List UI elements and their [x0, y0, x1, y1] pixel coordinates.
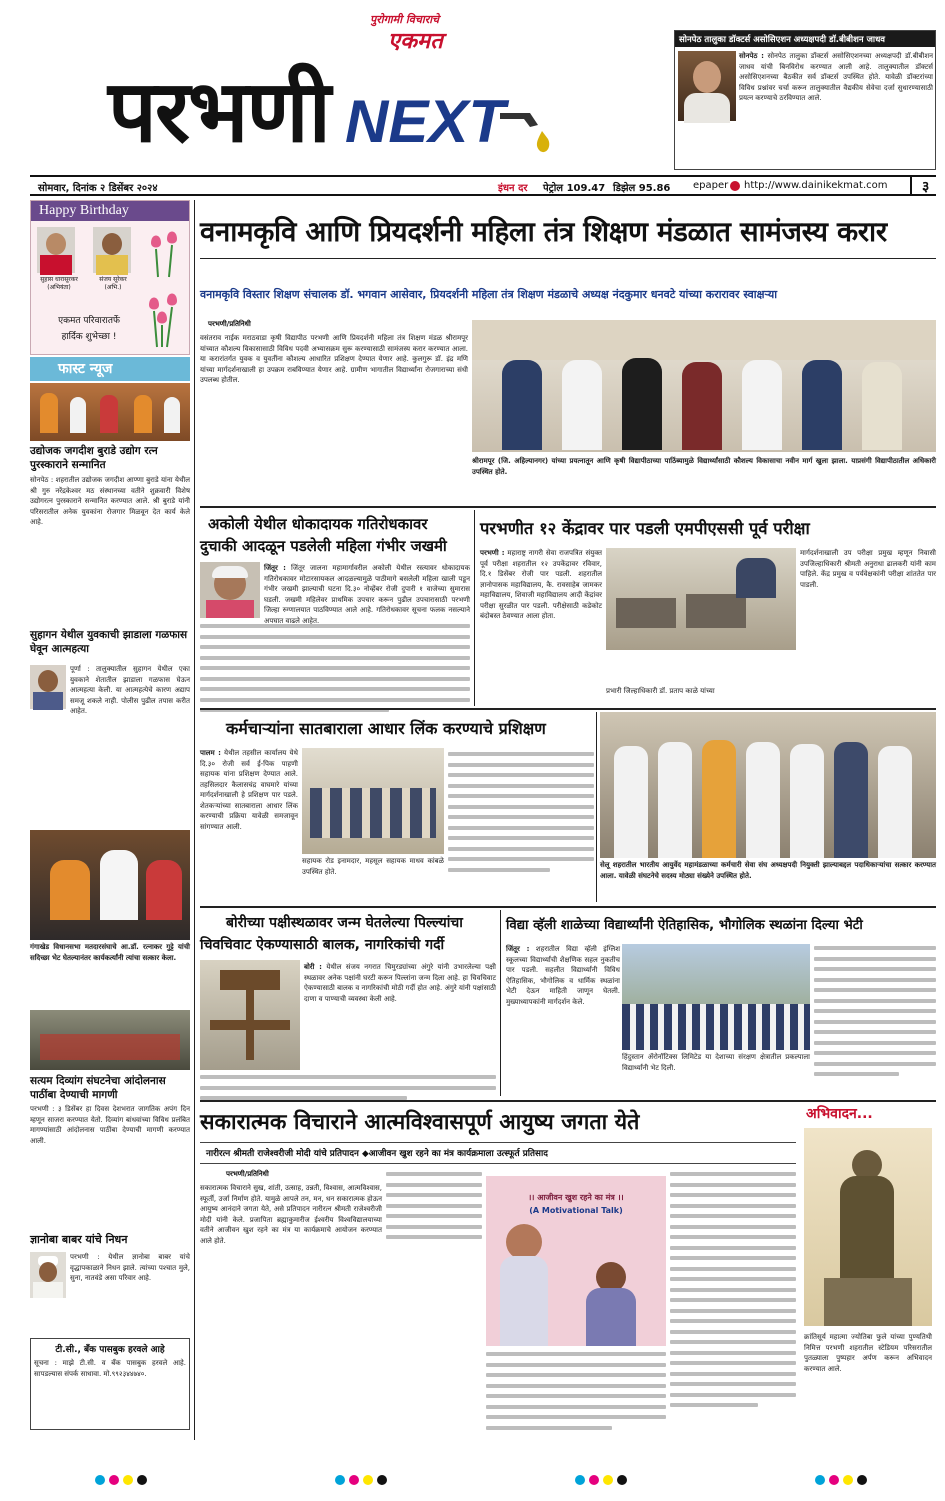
- brand-logo: एकमत: [388, 29, 443, 54]
- birthday-title: Happy Birthday: [31, 201, 189, 221]
- vidya-place: जिंतूर :: [506, 945, 530, 953]
- column-divider: [194, 200, 195, 1440]
- birthday-name-2: संजय सूरेकर: [99, 276, 127, 283]
- birthday-name-1: सुहास धारासूरकर: [40, 276, 78, 283]
- lost-notice-body: सूचना : माझे टी.सी. व बँक पासबुक हरवले आहे. सापडल्यास संपर्क साधावा. मो.९९२३४४७४०.: [34, 1359, 186, 1378]
- tribute-title: अभिवादन...: [806, 1106, 873, 1122]
- flower-icon: [143, 293, 187, 349]
- divyang-protest-photo: [30, 1010, 190, 1070]
- fast-news-body-4: परभणी : येथील ज्ञानोबा बाबर यांचे वृद्धापकाळाने निधन झाले. त्यांच्या पश्चात मुले, सुना, नातवंडे असा परिवार आहे.: [70, 1253, 190, 1282]
- ayurved-caption: सेलू शहरातील भारतीय आयुर्वेद महामंडळाच्या कर्मचारी सेवा संघ अध्यक्षपदी नियुक्ती झाल्याबद्दल पदाधिकाऱ्यांचा सत्कार करण्यात आला. यावेळी संघटनेचे सदस्य मोठ्या संख्येने उपस्थित होते.: [600, 861, 936, 880]
- phule-statue-photo: [804, 1128, 932, 1326]
- aadhar-ayurved-divider: [596, 712, 597, 902]
- main-subhead: वनामकृवि विस्तार शिक्षण संचालक डॉ. भगवान आसेवार, प्रियदर्शनी महिला तंत्र शिक्षण मंडळाचे अध्यक्ष नंदकुमार धनवटे यांच्या करारावर स्वाक्षऱ्या: [200, 288, 778, 301]
- mpsc-credit: प्रभारी जिल्हाधिकारी डॉ. प्रताप काळे यांच्या: [606, 687, 715, 695]
- positive-subhead: नारीरत्न श्रीमती राजेश्वरीजी मोदी यांचे प्रतिपादन ◆आजीवन खुश रहने का मंत्र कार्यक्रमाला उत्स्फूर्त प्रतिसाद: [206, 1149, 548, 1159]
- fast-news-headline-2: [30, 628, 190, 656]
- rule-2: [200, 506, 936, 508]
- mpsc-text: महाराष्ट्र नागरी सेवा राजपत्रित संयुक्त पूर्व परीक्षा शहरातील १२ उपकेंद्रावर रविवार, दि.१ डिसेंबर रोजी पार पडली. शहरातील ज्ञानोपासक महाविद्यालय, कै. रावसाहेब जामकर महाविद्यालय, शिवाजी महाविद्यालय आदी केंद्रांवर परीक्षा सुरळीत पार पडली. परीक्षेसाठी कडेकोट बंदोबस्त ठेवण्यात आला होता.: [480, 549, 602, 620]
- birds-vidya-divider: [500, 910, 501, 1096]
- main-headline: वनामकृवि आणि प्रियदर्शनी महिला तंत्र शिक्षण मंडळात सामंजस्य करार: [200, 216, 887, 248]
- birthday-wish-1: एकमत परिवारातर्फे: [58, 316, 120, 326]
- epaper-label: epaper: [693, 180, 729, 191]
- tribute-box: [800, 1100, 936, 1435]
- fuel-nozzle-icon: [490, 95, 560, 165]
- main-byline: परभणी/प्रतिनिधी: [208, 320, 251, 328]
- banner-title: ।। आजीवन खुश रहने का मंत्र ।।: [528, 1193, 624, 1202]
- mou-signing-photo: [472, 320, 936, 452]
- positive-body: सकारात्मक विचाराने सुख, शांती, उत्साह, उन्नती, विश्वास, आत्मविश्वास, स्फूर्ती, उर्जा निर्माण होते. यामुळे आपले तन, मन, धन सकारात्मक होऊन आयुष्य आनंदाने जगता येते, असे प्रतिपादन नारीरत्न श्रीमती राजेश्वरीजी मोदी यांनी केले. प्रजापिता ब्रह्माकुमारीज ईश्वरीय विश्वविद्यालयाच्या वतीने आजीवन खुश रहने का मंत्र या कार्यक्रमाचे आयोजन करण्यात आले होते.: [200, 1184, 382, 1245]
- positive-headline: सकारात्मक विचाराने आत्मविश्वासपूर्ण आयुष्य जगता येते: [200, 1110, 640, 1135]
- masthead-next: NEXT: [345, 88, 506, 155]
- fast-news-headline-4: ज्ञानोबा बाबर यांचे निधन: [30, 1233, 128, 1246]
- fast-news-headline-2-text: सुहागन येथील युवकाची झाडाला गळफास घेवून आत्महत्या: [30, 629, 188, 655]
- birthday-role-2: (अभि.): [104, 284, 122, 291]
- akola-headline-2: दुचाकी आदळून पडलेली महिला गंभीर जखमी: [200, 537, 447, 555]
- positive-subhead-bar: [200, 1142, 796, 1164]
- lost-notice: [30, 1338, 190, 1430]
- positive-body-col3: [486, 1352, 666, 1436]
- masthead: [0, 0, 945, 175]
- fast-news-body-2: पूर्णा : तालुक्यातील सुहागन येथील एका युवकाने शेतातील झाडाला गळफास घेऊन आत्महत्या केली. या आत्महत्येचे कारण अद्याप समजू शकले नाही. पोलीस पुढील तपास करीत आहेत.: [70, 665, 190, 715]
- vidya-text: शहरातील विद्या व्हॅली इंग्लिश स्कूलच्या विद्यार्थ्यांची शैक्षणिक सहल नुकतीच पार पडली. सहलीत विद्यार्थ्यांनी विविध ऐतिहासिक, भौगोलिक व धार्मिक स्थळांना भेटी देऊन माहिती जाणून घेतली. मुख्याध्यापकांनी मार्गदर्शन केले.: [506, 945, 620, 1006]
- felicitation-photo: [600, 712, 936, 858]
- fast-news-headline-1-text: उद्योजक जगदीश बुराडे उद्योग रत्न पुरस्काराने सन्मानित: [30, 445, 158, 471]
- fast-news-photo-1: [30, 383, 190, 441]
- mpsc-caption: मार्गदर्शनाखाली उप परीक्षा प्रमुख म्हणून निवासी उपजिल्हाधिकारी श्रीमती अनुराधा ढालकरी यांनी काम पाहिले. केंद्र प्रमुख व पर्यवेक्षकांनी परीक्षा शांततेत पार पाडली.: [800, 549, 936, 589]
- fast-news-headline-3-text: सत्यम दिव्यांग संघटनेचा आंदोलनास पाठींबा देण्याची मागणी: [30, 1075, 166, 1101]
- top-right-headline: सोनपेठ तालुका डॉक्टर्स असोसिएशन अध्यक्षपदी डॉ.बीबीशन जाधव: [675, 31, 935, 47]
- akola-place: जिंतूर :: [264, 564, 286, 572]
- aadhar-place: पालम :: [200, 749, 221, 757]
- birthday-photo-2: [93, 227, 131, 273]
- gutte-meeting-photo: [30, 830, 190, 940]
- vidya-body: [506, 944, 620, 1094]
- aadhar-body: [200, 748, 298, 892]
- tribute-body: क्रांतिसूर्य महात्मा ज्योतिबा फुले यांच्या पुण्यतिथी निमित्त परभणी शहरातील स्टेडियम परिसरातील पुतळ्याला पुष्पहार अर्पण करून अभिवादन करण्यात आले.: [804, 1333, 932, 1373]
- epaper-icon: [730, 181, 740, 191]
- victim-portrait: [30, 665, 66, 709]
- motivational-talk-photo: [486, 1176, 666, 1346]
- top-right-news: [674, 30, 936, 170]
- birds-body: [304, 962, 496, 1072]
- akola-body: [264, 563, 470, 625]
- birds-text: येथील संजय नगरात चिमुरड्यांच्या अंगुरे यांनी उभारलेल्या पक्षी स्थळावर अनेक पक्षांनी घरटी करून पिल्लांना जन्म दिला आहे. हा चिवचिवाट ऐकण्यासाठी बालक व नागरिकांची मोठी गर्दी होत आहे. अंगुरे यांनी पक्षांसाठी दाणा व पाण्याची व्यवस्था केली आहे.: [304, 963, 496, 1003]
- positive-byline: परभणी/प्रतिनिधी: [226, 1170, 269, 1178]
- doctor-portrait: [678, 51, 736, 121]
- registration-marks: [90, 1470, 870, 1490]
- aadhar-headline: कर्मचाऱ्यांना सातबाराला आधार लिंक करण्याचे प्रशिक्षण: [226, 719, 546, 738]
- top-right-text: सोनपेठ तालुका डॉक्टर्स असोसिएशनच्या अध्यक्षपदी डॉ.बीबीशन जाधव यांची बिनविरोध करण्यात आली आहे. तालुक्यातील डॉक्टर्स असोसिएशनच्या बैठकीत सर्व डॉक्टर्स उपस्थित होते. यावेळी डॉक्टरांच्या विविध प्रश्नांवर चर्चा करून तालुक्यातील वैद्यकीय सेवेचा दर्जा सुधारण्यासाठी प्रयत्न करण्याचे ठरविण्यात आले.: [739, 52, 933, 102]
- fuel-label: इंधन दर: [498, 183, 528, 194]
- birds-headline-2: चिवचिवाट ऐकण्यासाठी बालक, नागरिकांची गर्दी: [200, 937, 445, 953]
- fast-news-body-3: परभणी : ३ डिसेंबर हा दिवस देशभरात जागतिक अपंग दिन म्हणून साजरा करण्यात येतो. दिव्यांग बांधवांच्या विविध प्रलंबित मागण्यांसाठी आंदोलनास पाठींबा देण्याची मागणी करण्यात आली.: [30, 1105, 190, 1145]
- birds-headline-1: बोरीच्या पक्षीस्थळावर जन्म घेतलेल्या पिल्ल्यांचा: [226, 915, 463, 931]
- positive-body-col4: [670, 1172, 796, 1414]
- top-right-body: [739, 51, 933, 167]
- positive-body-col2: [386, 1172, 482, 1246]
- page-number: ३: [910, 177, 929, 196]
- students-trip-photo: [622, 944, 810, 1050]
- birthday-box: [30, 200, 190, 355]
- obituary-portrait: [30, 1252, 66, 1298]
- birds-place: बोरी :: [304, 963, 322, 971]
- main-body: वसंतराव नाईक मराठवाडा कृषी विद्यापीठ परभणी आणि प्रियदर्शनी महिला तंत्र शिक्षण मंडळ श्रीरामपूर यांच्यात कौशल्य विकासासाठी विविध पदवी अभ्यासक्रम सुरू करण्यासाठी सामंजस्य करार करण्यात आला. या करारांतर्गत युवक व युवतींना कौशल्य आधारित प्रशिक्षण देण्यात येणार आहे. कुलगुरू डॉ. इंद्र मणि यांच्या मार्गदर्शनाखाली हा उपक्रम राबविण्यात येणार आहे. ग्रामीण भागातील विद्यार्थ्यांना रोजगाराच्या संधी उपलब्ध होतील.: [200, 334, 468, 384]
- issue-date: सोमवार, दिनांक २ डिसेंबर २०२४: [38, 183, 158, 194]
- vidya-body-more: [814, 946, 936, 1083]
- aadhar-text: येथील तहसील कार्यालय येथे दि.३० रोजी सर्व ई-पिक पाहणी सहायक यांना प्रशिक्षण देण्यात आले. तहसिलदार कैलासचंद्र वाघमारे यांच्या मार्गदर्शनाखाली हे प्रशिक्षण पार पडले. शेतकऱ्यांच्या सातबाराला आधार लिंक करण्याची प्रक्रिया यावेळी समजावून सांगण्यात आली.: [200, 749, 298, 831]
- bird-house-photo: [200, 960, 300, 1070]
- rule-3: [200, 708, 936, 710]
- registration-dots-icon: [90, 1470, 870, 1490]
- main-photo-caption: श्रीरामपूर (जि. अहिल्यानगर) यांच्या प्रयत्नातून आणि कृषी विद्यापीठाच्या पाठिंब्यामुळे विद्यार्थ्यांसाठी कौशल्य विकासाचा नवीन मार्ग खुला झाला. याप्रसंगी विद्यापीठातील अधिकारी उपस्थित होते.: [472, 457, 936, 476]
- akola-headline-1: अकोली येथील धोकादायक गतिरोधकावर: [208, 515, 428, 533]
- fast-news-header: [30, 357, 190, 381]
- mpsc-place: परभणी :: [480, 549, 505, 557]
- exam-hall-photo: [606, 548, 796, 650]
- birthday-photo-1: [37, 227, 75, 273]
- akola-text: जिंतूर जालना महामार्गावरील अकोली येथील रस्त्यावर धोकादायक गतिरोधकावर मोटारसायकल आदळल्यामुळे पाठीमागे बसलेली महिला खाली पडून गंभीर जखमी झाल्याची घटना दि.३० नोव्हेंबर रोजी दुपारी १ वाजेच्या सुमारास घडली. जखमी महिलेवर प्राथमिक उपचार करून पुढील उपचारासाठी परभणी जिल्हा रुग्णालयात पाठविण्यात आले आहे. गतिरोधकावर सूचना फलक नसल्याने अपघात वाढले आहेत.: [264, 564, 470, 625]
- akola-mpsc-divider: [474, 510, 475, 706]
- aadhar-caption: सहायक रोड इनामदार, महसूल सहायक माधव कांबळे उपस्थित होते.: [302, 857, 444, 876]
- epaper-url[interactable]: http://www.dainikekmat.com: [744, 180, 888, 191]
- fast-news-headline-3: [30, 1074, 190, 1102]
- dateline-bar: [30, 175, 936, 196]
- mpsc-body: [480, 548, 602, 702]
- rule-4: [200, 906, 936, 908]
- tulip-icon: [143, 229, 185, 279]
- mpsc-headline: परभणीत १२ केंद्रावर पार पडली एमपीएससी पूर्व परीक्षा: [480, 519, 810, 538]
- injured-woman-photo: [200, 562, 260, 618]
- fast-news-headline-1: [30, 444, 190, 472]
- main-rule: [200, 258, 936, 259]
- lost-notice-title: टी.सी., बँक पासबुक हरवले आहे: [55, 1345, 165, 1355]
- gutte-caption: गंगाखेड विधानसभा मतदारसंघाचे आ.डॉ. रत्नाकर गुट्टे यांची सदिच्छा भेट घेतल्यानंतर कार्यकर्त्यांनी त्यांचा सत्कार केला.: [30, 943, 190, 962]
- aadhar-body-more: [448, 752, 594, 878]
- banner-subtitle: (A Motivational Talk): [529, 1206, 623, 1215]
- training-hall-photo: [302, 748, 444, 854]
- top-right-place: सोनपेठ :: [739, 52, 764, 60]
- akola-body-more: [200, 624, 470, 719]
- fast-news-title: फास्ट न्यूज: [58, 361, 113, 377]
- birthday-wish-2: हार्दिक शुभेच्छा !: [61, 332, 117, 342]
- masthead-title: परभणी: [108, 62, 329, 162]
- petrol-price: पेट्रोल 109.47: [543, 183, 606, 194]
- birthday-role-1: (अभियंता): [47, 284, 71, 291]
- vidya-caption: हिंदुस्तान ॲरोनॉटिक्स लिमिटेड या देशाच्या संरक्षण क्षेत्रातील प्रकल्पाला विद्यार्थ्यांनी भेट दिली.: [622, 1053, 810, 1072]
- diesel-price: डिझेल 95.86: [613, 183, 671, 194]
- brand-tag: पुरोगामी विचाराचे: [370, 13, 440, 26]
- fast-news-body-1: सोनपेठ : शहरातील उद्योजक जगदीश आण्णा बुराडे यांना येथील श्री गुरु नरेंद्रकेश्वर मठ संस्थानच्या वतीने शुक्रवारी विशेष उद्योगरत्न पुरस्काराने सन्मानित करण्यात आले. श्री बुराडे यांनी परिसरातील अनेक युवकांना रोजगार मिळवून देत कार्य केले आहे.: [30, 476, 190, 526]
- vidya-headline: विद्या व्हॅली शाळेच्या विद्यार्थ्यांनी ऐतिहासिक, भौगोलिक स्थळांना दिल्या भेटी: [506, 918, 863, 933]
